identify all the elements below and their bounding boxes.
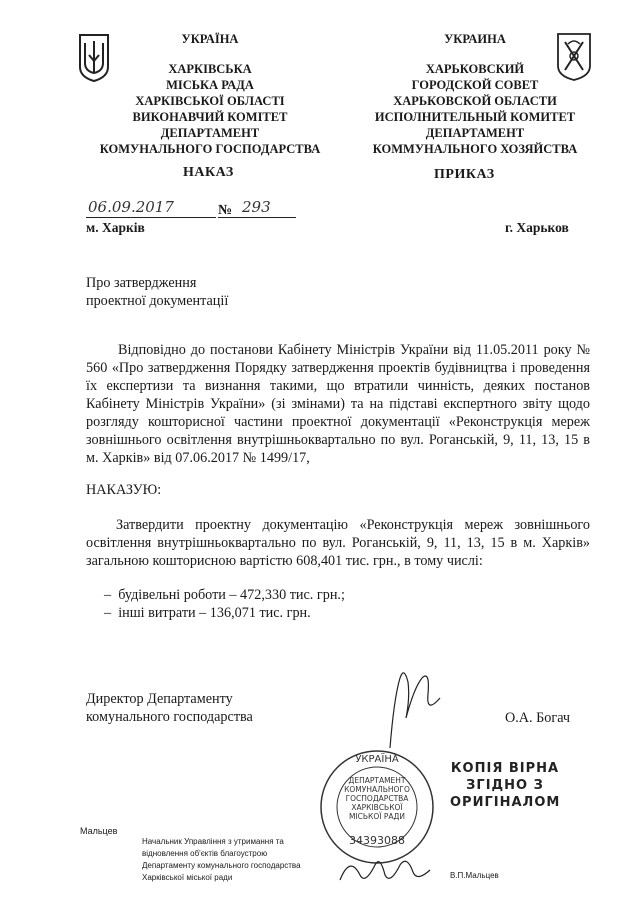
seal-code: 34393088 (349, 834, 405, 847)
order-subject (86, 274, 228, 310)
seal-center-text: ДЕПАРТАМЕНТ КОМУНАЛЬНОГО ГОСПОДАРСТВА ХАРКІВСЬКОЇ МІСЬКОЇ РАДИ (344, 776, 410, 821)
org-line: ХАРЬКОВСКИЙ (425, 62, 525, 76)
header-left (85, 31, 335, 157)
org-line: ХАРКІВСЬКА (168, 62, 252, 76)
order-text: Затвердити проектну документацію «Реконструкція мереж зовнішнього освітлення внутрішньоквартально по вул. Роганській, 9, 11, 13, 15 в м. Харків» загальною кошторисною вартістю 608,401 тис. грн., в тому числі: (86, 517, 590, 569)
list-item: – будівельні роботи – 472,330 тис. грн.; (104, 587, 345, 603)
order-word: НАКАЗУЮ: (86, 482, 162, 498)
org-line: МІСЬКА РАДА (166, 78, 254, 92)
seal-signature (335, 850, 435, 890)
doc-title-ru: ПРИКАЗ (434, 167, 495, 182)
org-line: ХАРЬКОВСКОЙ ОБЛАСТИ (393, 94, 557, 108)
org-line: ГОРОДСКОЙ СОВЕТ (411, 78, 539, 92)
org-line: ХАРКІВСЬКОЇ ОБЛАСТІ (135, 94, 285, 108)
executor-name: Мальцев (80, 826, 118, 836)
bullet: – (104, 587, 112, 603)
date-underline (86, 217, 216, 218)
signer-position: Директор Департаменту комунального господарства (86, 691, 253, 725)
org-line: КОМУНАЛЬНОГО ГОСПОДАРСТВА (99, 142, 321, 156)
number-underline (218, 217, 296, 218)
org-line: ДЕПАРТАМЕНТ (425, 126, 525, 140)
city-ru: г. Харьков (505, 220, 569, 235)
subject-line: Про затвердження (86, 275, 197, 291)
city-ua: м. Харків (86, 220, 145, 235)
footer-signer: В.П.Мальцев (450, 871, 499, 880)
order-preamble: Відповідно до постанови Кабінету Міністрів України від 11.05.2011 року № 560 «Про затвердження Порядку затвердження проектів будівництва і проведення їх експертизи та визнання такими, що втратили чинність, деяких постанов Кабінету Міністрів України» (зі змінами) та на підставі експертного звіту щодо розгляду кошторисної частини проектної документації «Реконструкція мереж зовнішнього освітлення внутрішньоквартально по вул. Роганській, 9, 11, 13, 15 в м. Харків» від 07.06.2017 № 1499/17, (86, 342, 590, 466)
list-item: – інші витрати – 136,071 тис. грн. (104, 605, 311, 621)
footer-approver: Начальник Управління з утримання та відновлення об'єктів благоустрою Департаменту комунального господарства Харківської міської ради (142, 837, 301, 882)
org-line: ВИКОНАВЧИЙ КОМІТЕТ (132, 110, 288, 124)
country-ua: УКРАЇНА (181, 32, 239, 46)
doc-title-ua: НАКАЗ (183, 165, 234, 180)
org-line: КОММУНАЛЬНОГО ХОЗЯЙСТВА (372, 142, 578, 156)
country-ru: УКРАИНА (444, 32, 506, 46)
order-date: 06.09.2017 (88, 198, 174, 216)
subject-line: проектної документації (86, 293, 229, 309)
bullet: – (104, 605, 112, 621)
header-right (355, 31, 595, 157)
org-line: ДЕПАРТАМЕНТ (160, 126, 260, 140)
org-line: ИСПОЛНИТЕЛЬНЫЙ КОМИТЕТ (374, 110, 576, 124)
cost-list (104, 586, 345, 622)
number-label: № (218, 203, 233, 218)
signer-name: О.А. Богач (505, 710, 571, 726)
round-seal (318, 748, 436, 866)
seal-ring-text: УКРАЇНА (355, 754, 399, 765)
order-number: 293 (242, 198, 271, 216)
handwritten-signature (370, 658, 460, 758)
copy-verified-stamp: КОПІЯ ВІРНА ЗГІДНО З ОРИГІНАЛОМ (450, 761, 561, 810)
